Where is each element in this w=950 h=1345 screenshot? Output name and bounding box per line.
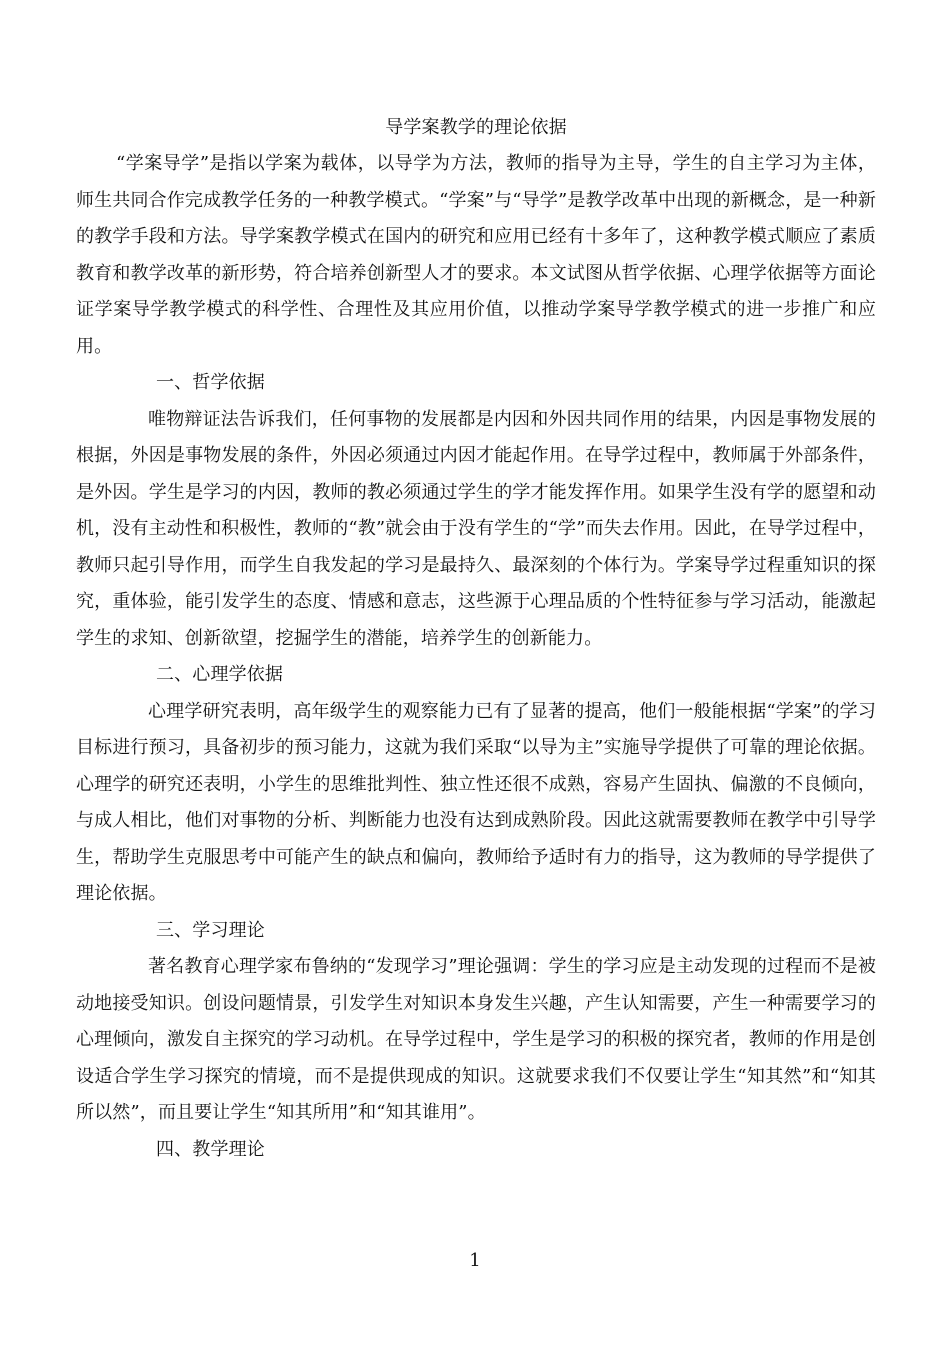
section-body-psychology: 心理学研究表明，高年级学生的观察能力已有了显著的提高，他们一般能根据“学案”的学习目标进行预习，具备初步的预习能力，这就为我们采取“以导为主”实施导学提供了可靠的理论依据。心理学的研究还表明，小学生的思维批判性、独立性还很不成熟，容易产生固执、偏激的不良倾向，与成人相比，他们对事物的分析、判断能力也没有达到成熟阶段。因此这就需要教师在教学中引导学生，帮助学生克服思考中可能产生的缺点和偏向，教师给予适时有力的指导，这为教师的导学提供了理论依据。	[76, 700, 876, 904]
intro-paragraph: “学案导学”是指以学案为载体，以导学为方法，教师的指导为主导，学生的自主学习为主体，师生共同合作完成教学任务的一种教学模式。“学案”与“导学”是教学改革中出现的新概念，是一种新的教学手段和方法。导学案教学模式在国内的研究和应用已经有十多年了，这种教学模式顺应了素质教育和教学改革的新形势，符合培养创新型人才的要求。本文试图从哲学依据、心理学依据等方面论证学案导学教学模式的科学性、合理性及其应用价值，以推动学案导学教学模式的进一步推广和应用。	[76, 153, 876, 357]
page-number: 1	[469, 1250, 481, 1271]
section-body-learning-theory: 著名教育心理学家布鲁纳的“发现学习”理论强调：学生的学习应是主动发现的过程而不是被动地接受知识。创设问题情景，引发学生对知识本身发生兴趣，产生认知需要，产生一种需要学习的心理倾向，激发自主探究的学习动机。在导学过程中，学生是学习的积极的探究者，教师的作用是创设适合学生学习探究的情境，而不是提供现成的知识。这就要求我们不仅要让学生“知其然”和“知其所以然”，而且要让学生“知其所用”和“知其谁用”。	[76, 956, 876, 1123]
section-heading-teaching-theory: 四、教学理论	[156, 1138, 265, 1160]
section-heading-learning-theory: 三、学习理论	[156, 919, 265, 941]
section-heading-psychology: 二、心理学依据	[156, 664, 284, 685]
document-title: 导学案教学的理论依据	[385, 117, 567, 138]
section-heading-philosophy: 一、哲学依据	[156, 372, 265, 393]
document-body	[76, 110, 876, 1168]
section-body-philosophy: 唯物辩证法告诉我们，任何事物的发展都是内因和外因共同作用的结果，内因是事物发展的根据，外因是事物发展的条件，外因必须通过内因才能起作用。在导学过程中，教师属于外部条件，是外因。学生是学习的内因，教师的教必须通过学生的学才能发挥作用。如果学生没有学的愿望和动机，没有主动性和积极性，教师的“教”就会由于没有学生的“学”而失去作用。因此，在导学过程中，教师只起引导作用，而学生自我发起的学习是最持久、最深刻的个体行为。学案导学过程重知识的探究，重体验，能引发学生的态度、情感和意志，这些源于心理品质的个性特征参与学习活动，能激起学生的求知、创新欲望，挖掘学生的潜能，培养学生的创新能力。	[76, 408, 876, 649]
